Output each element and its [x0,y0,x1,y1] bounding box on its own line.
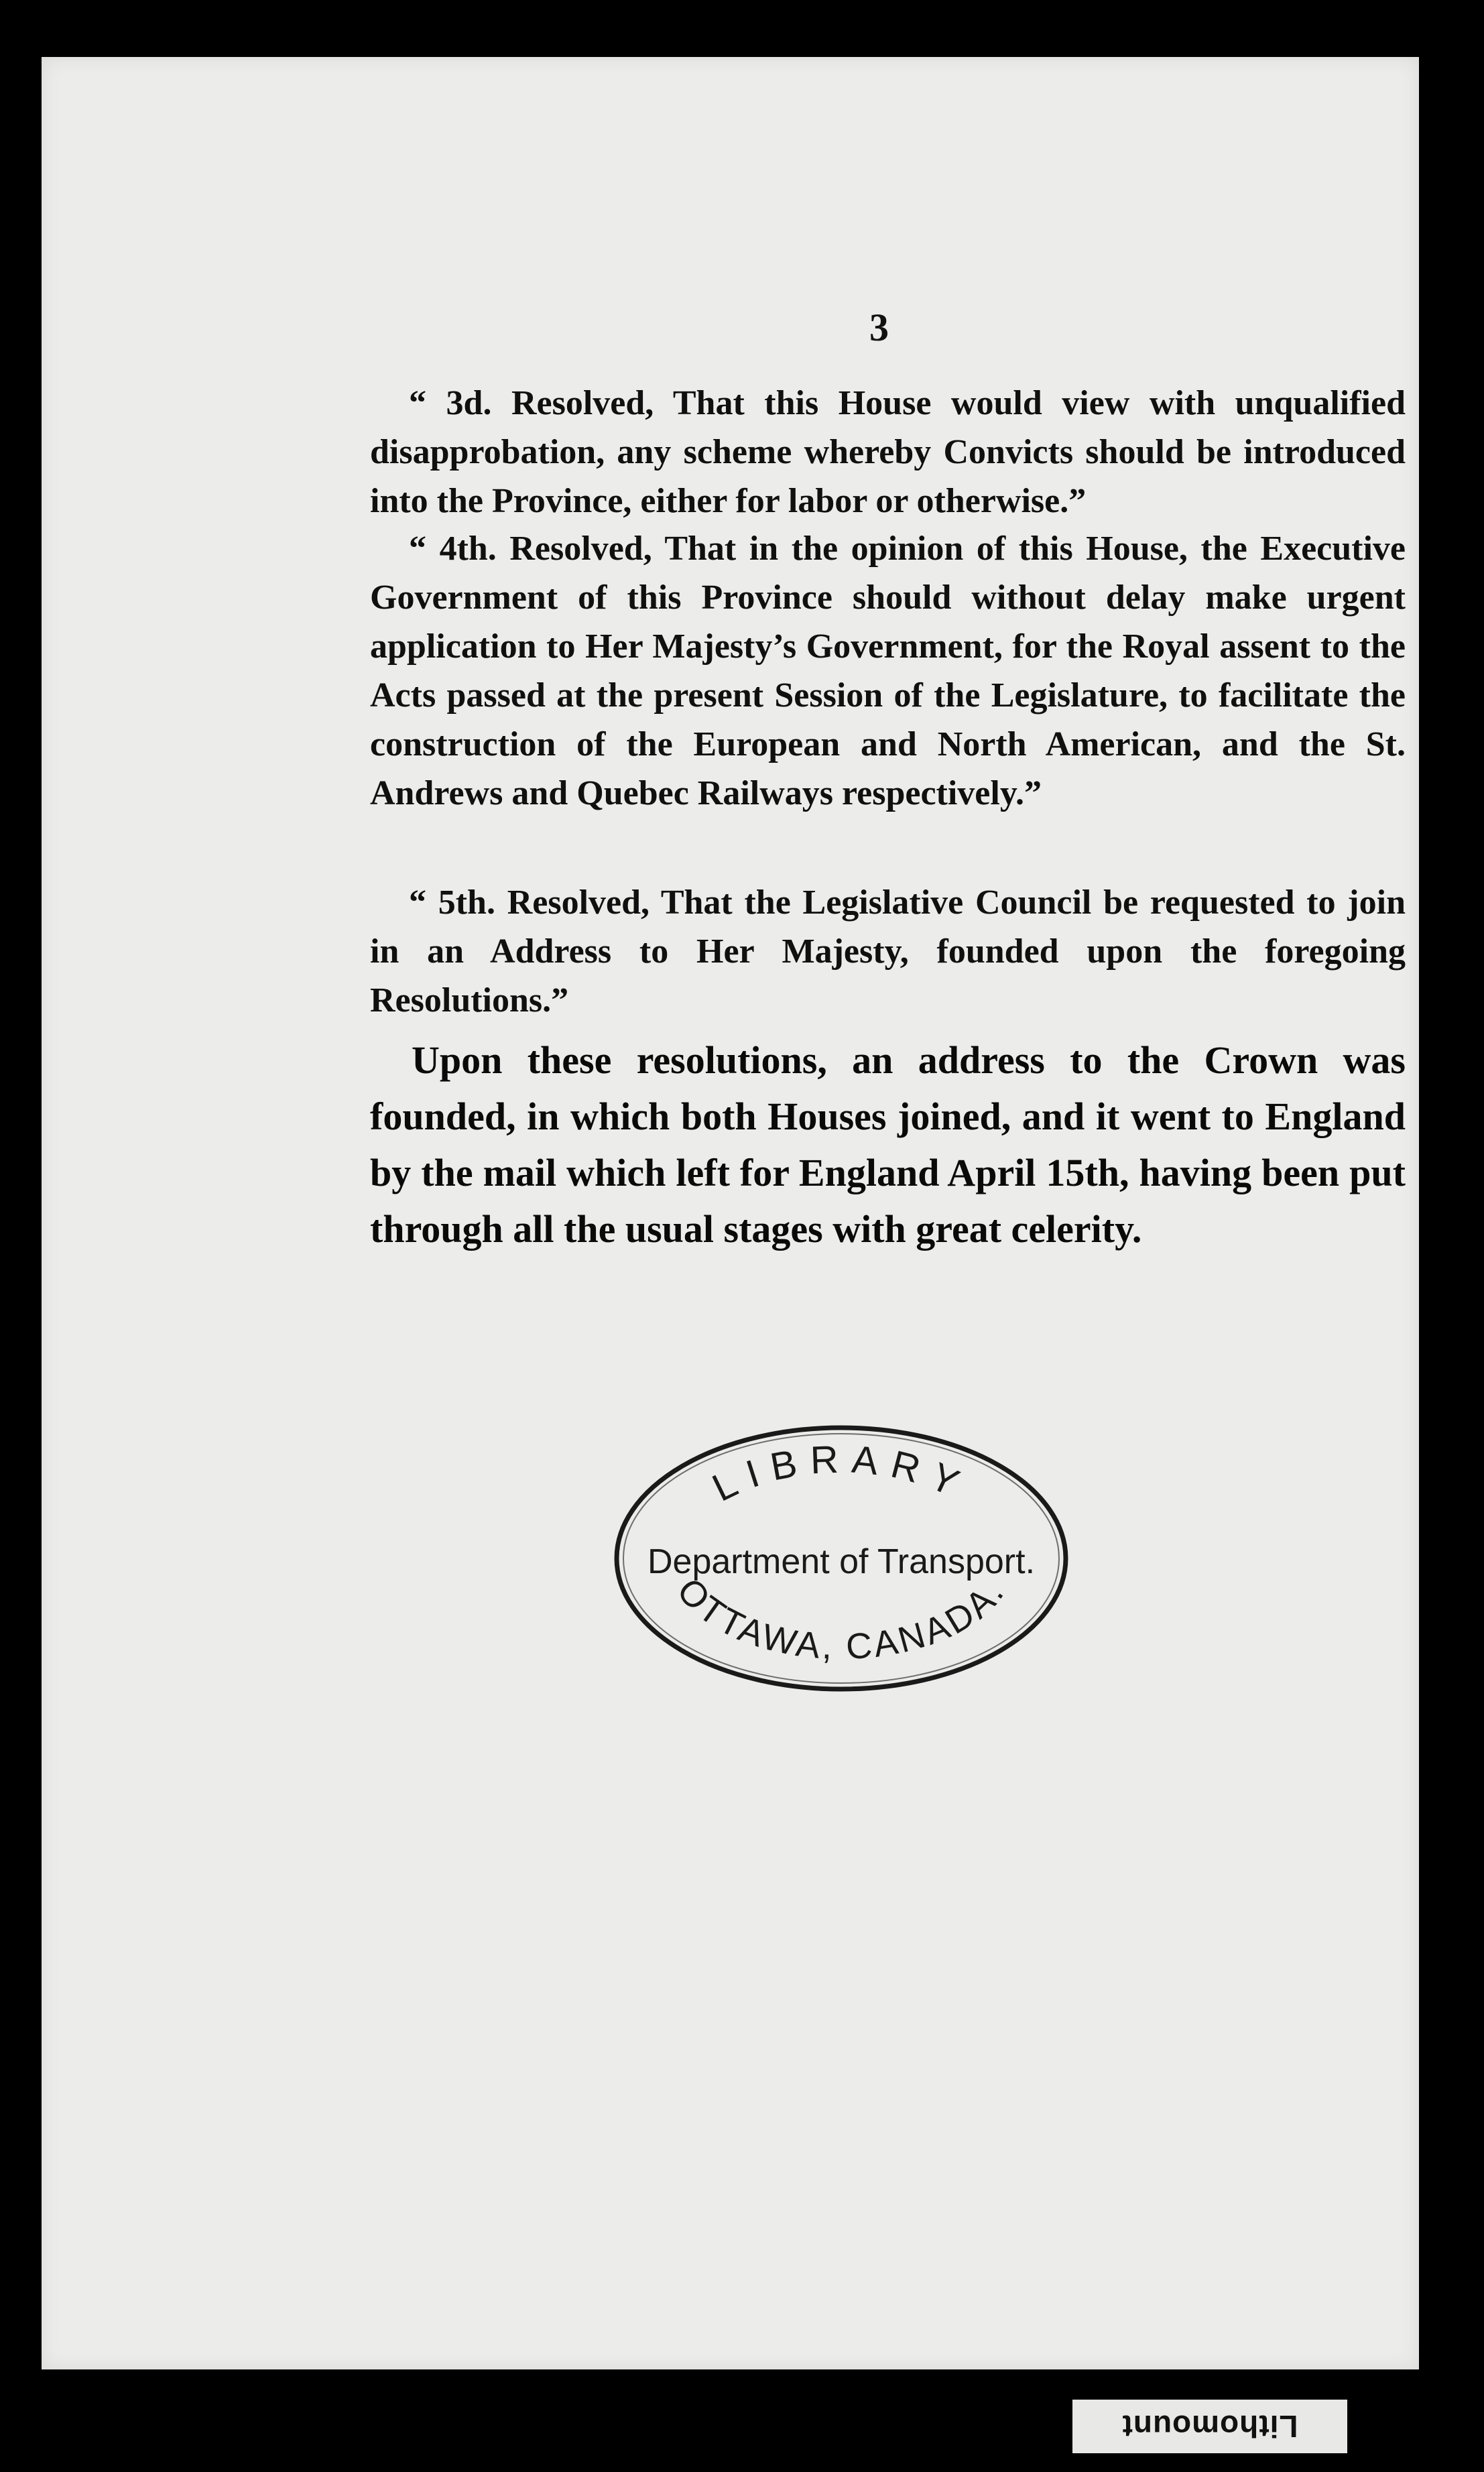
resolution-4-text: “ 4th. Resolved, That in the opinion of this House, the Executive Government of this Province should without delay make urgent application to Her Majesty’s Government, for the Royal assent to the Acts passed at the present Session of the Legislature, to facilitate the construction of the European and North American, and the St. Andrews and Quebec Railways respectively.” [370,530,1406,812]
library-stamp [607,1418,1076,1699]
resolution-3-text: “ 3d. Resolved, That this House would view with unqualified disapprobation, any scheme whereby Convicts should be introduced into the Province, either for labor or otherwise.” [370,384,1406,520]
stamp-middle-text: Department of Transport. [647,1542,1036,1581]
resolution-5-text: “ 5th. Resolved, That the Legislative Council be requested to join in an Address to Her Majesty, founded upon the foregoing Resolutions.” [370,883,1406,1019]
stamp-bottom-text: OTTAWA, CANADA. [669,1570,1013,1668]
archive-label-text: Lithomount [1121,2409,1298,2444]
narrative-text: Upon these resolutions, an address to the Crown was founded, in which both Houses joined, and it went to England by the mail which left for England April 15th, having been put through all the usual stages with great celerity. [370,1038,1406,1251]
resolution-5 [370,878,1406,1025]
resolution-4 [370,524,1406,818]
page-number: 3 [869,306,889,349]
narrative-paragraph [370,1032,1406,1257]
archive-label [1072,2400,1347,2453]
resolution-3 [370,379,1406,526]
document-page [42,57,1419,2369]
stamp-top-text: LIBRARY [705,1437,977,1510]
